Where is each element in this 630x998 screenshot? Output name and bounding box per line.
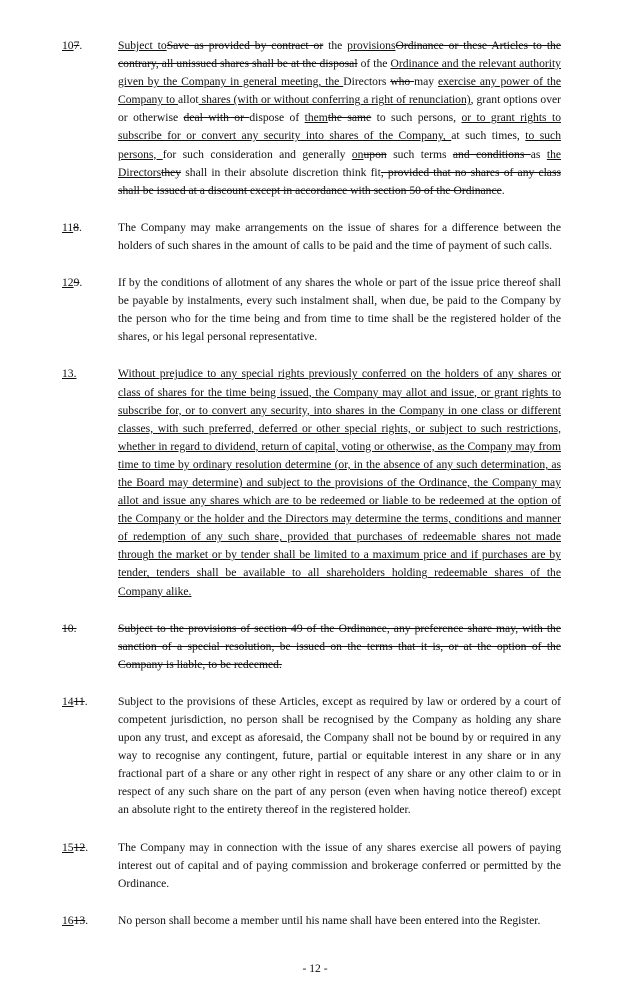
inserted-text: provisions (347, 39, 396, 52)
article-paragraph (62, 365, 561, 600)
article-number-deleted-text: 10. (62, 621, 77, 635)
inserted-text: the Directors (118, 147, 562, 179)
text: , grant options over or otherwise (118, 93, 561, 125)
inserted-text: exercise any power of the Company to (118, 75, 562, 107)
article-body (118, 37, 561, 200)
article-number (62, 693, 112, 711)
article-number-text: . (78, 220, 82, 234)
article-body (118, 365, 561, 600)
article-number-deleted-text: 11 (73, 694, 85, 708)
article-number (62, 365, 112, 383)
text: Directors (343, 75, 391, 89)
text: . (501, 183, 505, 197)
article-number-inserted-text: 13. (62, 367, 77, 381)
inserted-text: them (304, 111, 328, 125)
article-number (62, 620, 112, 638)
article-number-text: . (79, 276, 83, 290)
article-number (62, 37, 112, 55)
deleted-text: Ordinance or these Articles to the contrary, all unissued shares shall be at the disposal (118, 39, 561, 71)
text: at such times, (451, 129, 526, 143)
inserted-text: Without prejudice to any special rights previously conferred on the holders of any shares or class of shares for the time being issued, the Company may allot and issue, or grant rights to subscribe for, or to convert any security, into shares in the Company in one class or different classes, with such preferred, deferred or other special rights, or subject to such restrictions, whether in regard to dividend, return of capital, voting or otherwise, as the Company may from time to time by ordinary resolution determine (or, in the absence of any such determination, as the Board may determine) and subject to the provisions of the Ordinance, the Company may allot and issue any shares which are to be redeemed or liable to be redeemed at the option of the Company or the holder and the Directors may determine the terms, conditions and manner of redemption of any such share, provided that purchases of redeemable shares not made through the market or by tender shall be limited to a maximum price and if purchases are by tender, tenders shall be available to all shareholders holding redeemable shares of the Company alike. (118, 367, 561, 598)
text: The Company may make arrangements on the issue of shares for a difference between the holders of such shares in the amount of calls to be paid and the time of payment of such calls. (118, 220, 561, 252)
inserted-text: Subject to (118, 39, 167, 52)
deleted-text: upon (363, 147, 387, 161)
article-number-deleted-text: 8 (73, 220, 79, 234)
article-paragraph (62, 219, 561, 255)
article-paragraph (62, 620, 561, 674)
article-number-inserted-text: 11 (62, 220, 74, 234)
article-number-text: . (84, 694, 88, 708)
text: for such consideration and generally (162, 147, 352, 161)
article-number (62, 839, 112, 857)
article-number-inserted-text: 16 (62, 913, 74, 927)
article-number-inserted-text: 10 (62, 39, 74, 52)
article-number-deleted-text: 12 (73, 840, 86, 854)
article-body (118, 620, 561, 674)
article-body (118, 693, 561, 820)
article-number (62, 912, 112, 930)
deleted-text: deal with or (183, 111, 250, 125)
article-number-text: . (85, 840, 89, 854)
inserted-text: Ordinance and the relevant authority given by the Company in general meeting, the (118, 57, 561, 89)
deleted-text: Save as provided by contract or (166, 39, 324, 52)
text: allot (178, 93, 199, 107)
article-body (118, 912, 561, 930)
text: No person shall become a member until his name shall have been entered into the Register. (118, 913, 541, 927)
inserted-text: shares (with or without conferring a right of renunciation) (198, 93, 471, 107)
article-number (62, 274, 112, 292)
article-paragraph (62, 37, 561, 200)
article-number-deleted-text: 9 (73, 276, 80, 290)
article-body (118, 839, 561, 893)
text: may (414, 75, 438, 89)
article-number-inserted-text: 14 (62, 694, 74, 708)
article-number-text: . (79, 39, 83, 52)
article-number-text: . (85, 913, 89, 927)
text: the (323, 39, 348, 52)
text: Subject to the provisions of these Articles, except as required by law or ordered by a court of competent jurisdiction, no person shall be recognised by the Company as holding any share upon any trust, and except as aforesaid, the Company shall not be bound by or required in any way to recognise any contingent, future, partial or equitable interest in any share or in any fractional part of a share or any other right in respect of any share or any other claim to or in respect of any such share on the part of any person (even when having notice thereof) except an absolute right to the entirety thereof in the registered holder. (118, 694, 561, 817)
text: The Company may in connection with the issue of any shares exercise all powers of paying interest out of capital and of paying commission and brokerage conferred or permitted by the Ordinance. (118, 840, 561, 890)
text: of the (357, 57, 391, 71)
text: such terms (386, 147, 453, 161)
inserted-text: on (351, 147, 364, 161)
article-body (118, 219, 561, 255)
deleted-text: , provided that no shares of any class shall be issued at a discount except in accordance with section 50 of the Ordinance (118, 165, 561, 197)
article-paragraph (62, 839, 561, 893)
page-number: - 12 - (302, 961, 328, 975)
article-paragraph (62, 274, 561, 346)
article-number-inserted-text: 15 (62, 840, 74, 854)
deleted-text: they (161, 165, 182, 179)
article-body (118, 274, 561, 346)
deleted-text: the same (327, 111, 372, 125)
inserted-text: to such persons, (118, 129, 561, 161)
article-number (62, 219, 112, 237)
inserted-text: or to grant rights to subscribe for or convert any security into shares of the Company, (118, 111, 561, 143)
article-paragraph (62, 912, 561, 930)
article-number-deleted-text: 7 (73, 39, 80, 52)
text: as (530, 147, 547, 161)
text: to such persons, (371, 111, 462, 125)
deleted-text: and conditions (452, 147, 531, 161)
deleted-text: Subject to the provisions of section 49 of the Ordinance, any preference share may, with the sanction of a special resolution, be issued on the terms that it is, or at the option of the Company is liable, to be redeemed. (118, 621, 561, 671)
text: If by the conditions of allotment of any shares the whole or part of the issue price thereof shall be payable by instalments, every such instalment shall, when due, be paid to the Company by the person who for the time being and from time to time shall be the registered holder of the shares, or his legal personal representative. (118, 276, 561, 344)
article-paragraph (62, 693, 561, 820)
text: shall in their absolute discretion think fit (181, 165, 381, 179)
article-number-inserted-text: 12 (62, 276, 74, 290)
article-number-deleted-text: 13 (73, 913, 86, 927)
text: dispose of (249, 111, 305, 125)
deleted-text: who (390, 75, 415, 89)
